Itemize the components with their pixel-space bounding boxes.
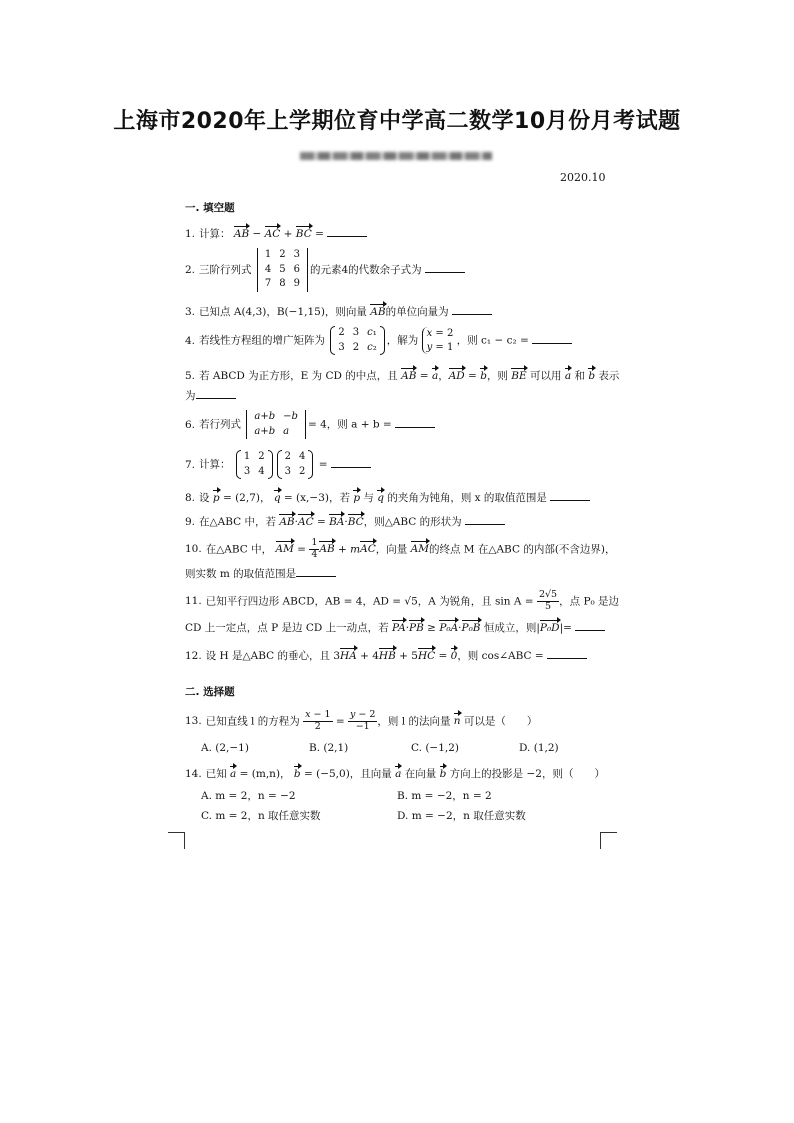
answer-blank[interactable] xyxy=(327,226,367,237)
exam-date: 2020.10 xyxy=(560,171,606,184)
answer-blank[interactable] xyxy=(452,304,492,315)
matrix-right: 2 4 3 2 xyxy=(277,450,314,479)
question-5-line2: 为 xyxy=(185,388,610,404)
crop-mark-left xyxy=(168,832,185,849)
question-7: 7. 计算： 1 2 3 4 2 4 3 2 = xyxy=(185,450,610,479)
question-2: 2. 三阶行列式 1 2 3 4 5 6 7 8 9 的元素4的代数余子式为 xyxy=(185,248,610,292)
solution-system: x = 2 y = 1 xyxy=(422,327,454,354)
fraction-y: $\frac{y - 2}{-1}$ xyxy=(349,709,376,732)
augmented-matrix: 2 3 c₁ 3 2 c₂ xyxy=(330,326,384,355)
question-4: 4. 若线性方程组的增广矩阵为 2 3 c₁ 3 2 c₂ ，解为 x = 2 y = 1 ，则 c₁ − c₂ = xyxy=(185,326,610,355)
crop-mark-right xyxy=(600,832,617,849)
answer-blank[interactable] xyxy=(575,620,605,631)
question-1: 1. 计算： AB − AC + BC = xyxy=(185,226,610,242)
page-title: 上海市2020年上学期位育中学高二数学10月份月考试题 xyxy=(113,109,681,134)
answer-blank[interactable] xyxy=(547,648,587,659)
question-14: 14. 已知 a = (m,n)， b = (−5,0)，且向量 a 在向量 b 方向上的投影是 −2，则（ ） xyxy=(185,768,605,780)
answer-blank[interactable] xyxy=(425,262,465,273)
determinant-3x3: 1 2 3 4 5 6 7 8 9 xyxy=(257,248,308,292)
question-10-line2: 则实数 m 的取值范围是 xyxy=(185,566,610,582)
section-fill-in: 一. 填空题 xyxy=(185,202,235,214)
question-6: 6. 若行列式 a+b −b a+b a = 4，则 a + b = xyxy=(185,410,610,439)
answer-blank[interactable] xyxy=(296,566,336,577)
q14-choice-d[interactable]: D. m = −2，n 取任意实数 xyxy=(397,810,526,822)
answer-blank[interactable] xyxy=(550,490,590,501)
q14-choice-c[interactable]: C. m = 2，n 取任意实数 xyxy=(201,810,321,822)
question-9: 9. 在△ABC 中，若 AB·AC = BA·BC，则△ABC 的形状为 xyxy=(185,514,610,530)
answer-blank[interactable] xyxy=(395,417,435,428)
question-3: 3. 已知点 A(4,3)，B(−1,15)，则向量 AB的单位向量为 xyxy=(185,304,610,320)
q13-choice-c[interactable]: C. (−1,2) xyxy=(411,742,460,754)
q13-choice-d[interactable]: D. (1,2) xyxy=(519,742,559,754)
answer-blank[interactable] xyxy=(465,514,505,525)
question-11-line2: CD 上一定点，点 P 是边 CD 上一动点，若 PA·PB ≥ P₀A·P₀B 恒成立，则|P₀D|= xyxy=(185,620,610,636)
fraction-x: $\frac{x - 1}{2}$ xyxy=(305,709,331,732)
blurred-subtitle xyxy=(300,152,492,160)
question-5: 5. 若 ABCD 为正方形，E 为 CD 的中点，且 AB = a，AD = b，则 BE 可以用 a 和 b 表示 xyxy=(185,370,620,382)
question-11: 11. 已知平行四边形 ABCD，AB = 4，AD = √5，A 为锐角，且 sin A = $\frac{2√5}{5}$ ，点 P₀ 是边 xyxy=(185,589,620,612)
determinant-2x2: a+b −b a+b a xyxy=(246,410,306,439)
q14-choice-b[interactable]: B. m = −2，n = 2 xyxy=(397,790,492,802)
q13-choice-a[interactable]: A. (2,−1) xyxy=(201,742,249,754)
question-12: 12. 设 H 是△ABC 的垂心，且 3HA + 4HB + 5HC = 0，则 cos∠ABC = xyxy=(185,648,610,664)
fraction-2sqrt5-5: $\frac{2√5}{5}$ xyxy=(538,589,558,612)
question-10: 10. 在△ABC 中， AM = $\frac{1}{4}$ AB + mAC，向量 AM的终点 M 在△ABC 的内部(不含边界)， xyxy=(185,537,616,560)
q13-choice-b[interactable]: B. (2,1) xyxy=(309,742,349,754)
question-13: 13. 已知直线 l 的方程为 $\frac{x - 1}{2}$ = $\frac{y - 2}{-1}$ ，则 l 的法向量 n 可以是（ ） xyxy=(185,709,538,732)
matrix-left: 1 2 3 4 xyxy=(236,450,273,479)
q14-choice-a[interactable]: A. m = 2，n = −2 xyxy=(201,790,296,802)
question-8: 8. 设 p = (2,7)， q = (x,−3)，若 p 与 q 的夹角为钝角，则 x 的取值范围是 xyxy=(185,490,610,506)
section-multiple-choice: 二. 选择题 xyxy=(185,686,235,698)
answer-blank[interactable] xyxy=(532,333,572,344)
answer-blank[interactable] xyxy=(331,457,371,468)
fraction-1-4: $\frac{1}{4}$ xyxy=(311,537,318,560)
answer-blank[interactable] xyxy=(196,388,236,399)
